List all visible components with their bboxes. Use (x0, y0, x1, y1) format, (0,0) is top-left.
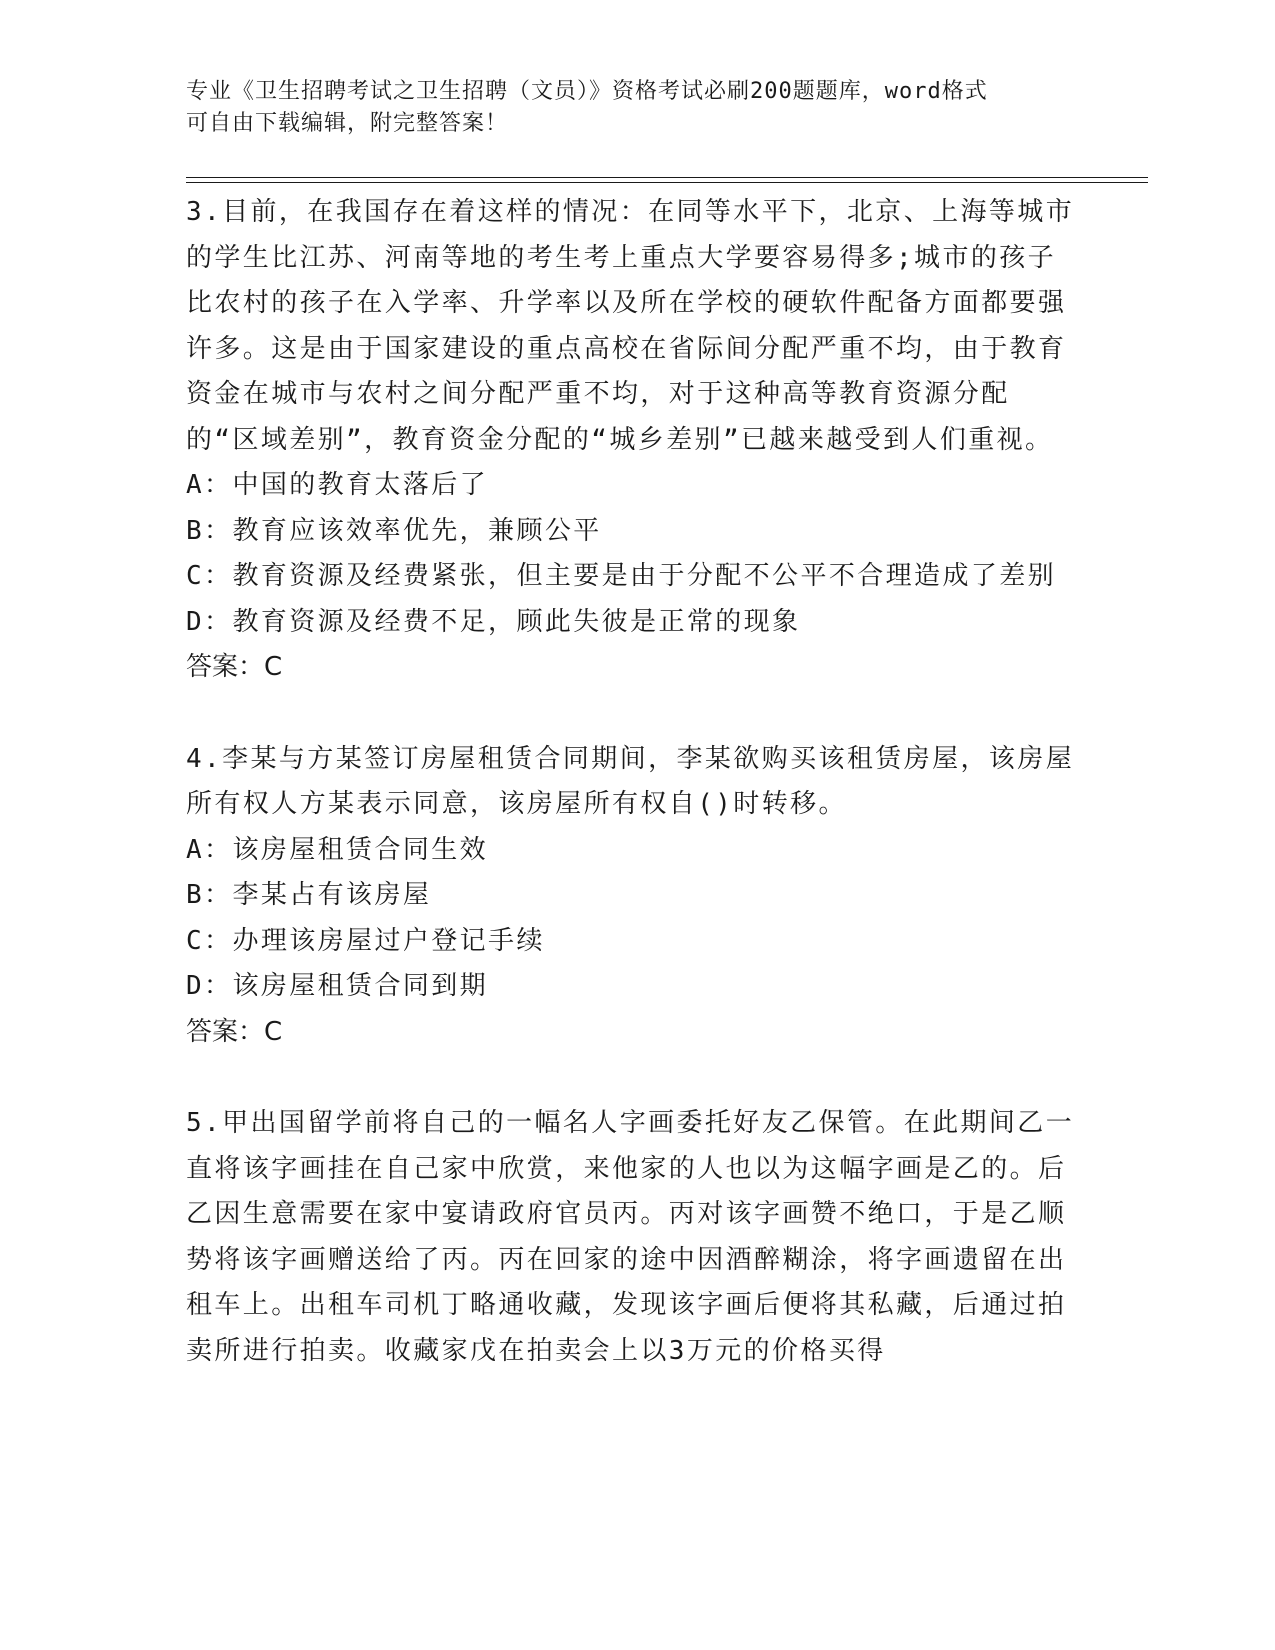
option-c: C：教育资源及经费紧张，但主要是由于分配不公平不合理造成了差别 (186, 561, 1057, 591)
option-d: D：教育资源及经费不足，顾此失彼是正常的现象 (186, 606, 801, 637)
answer: 答案：C (186, 652, 283, 682)
header-rule-top (186, 177, 1148, 178)
question-text: 4.李某与方某签订房屋租赁合同期间，李某欲购买该租赁房屋，该房屋所有权人方某表示同意，该房屋所有权自()时转移。 (186, 743, 1075, 819)
option-c: C：办理该房屋过户登记手续 (186, 925, 545, 956)
option-d: D：该房屋租赁合同到期 (186, 971, 489, 1001)
option-a: A：该房屋租赁合同生效 (186, 834, 489, 865)
question-text: 5.甲出国留学前将自己的一幅名人字画委托好友乙保管。在此期间乙一直将该字画挂在自己家中欣赏，来他家的人也以为这幅字画是乙的。后乙因生意需要在家中宴请政府官员丙。丙对该字画赞不绝口，于是乙顺势将该字画赠送给了丙。丙在回家的途中因酒醉糊涂，将字画遗留在出租车上。出租车司机丁略通收藏，发现该字画后便将其私藏，后通过拍卖所进行拍卖。收藏家戊在拍卖会上以3万元的价格买得 (186, 1108, 1075, 1366)
question-5 (186, 1101, 1076, 1374)
answer: 答案：C (186, 1016, 283, 1047)
question-3 (186, 190, 1076, 691)
header-line-1: 专业《卫生招聘考试之卫生招聘（文员）》资格考试必刷200题题库，word格式 (186, 79, 988, 104)
page-header (186, 76, 1066, 140)
header-rule-bottom (186, 182, 1148, 183)
question-text: 3.目前，在我国存在着这样的情况：在同等水平下，北京、上海等城市的学生比江苏、河南等地的考生考上重点大学要容易得多;城市的孩子比农村的孩子在入学率、升学率以及所在学校的硬软件配备方面都要强许多。这是由于国家建设的重点高校在省际间分配严重不均，由于教育资金在城市与农村之间分配严重不均，对于这种高等教育资源分配的“区域差别”，教育资金分配的“城乡差别”已越来越受到人们重视。 (186, 197, 1075, 455)
header-line-2: 可自由下载编辑，附完整答案！ (186, 111, 509, 136)
option-b: B：李某占有该房屋 (186, 880, 432, 910)
option-b: B：教育应该效率优先，兼顾公平 (186, 515, 602, 546)
question-4 (186, 737, 1076, 1056)
question-list (186, 190, 1076, 1420)
option-a: A：中国的教育太落后了 (186, 470, 489, 500)
